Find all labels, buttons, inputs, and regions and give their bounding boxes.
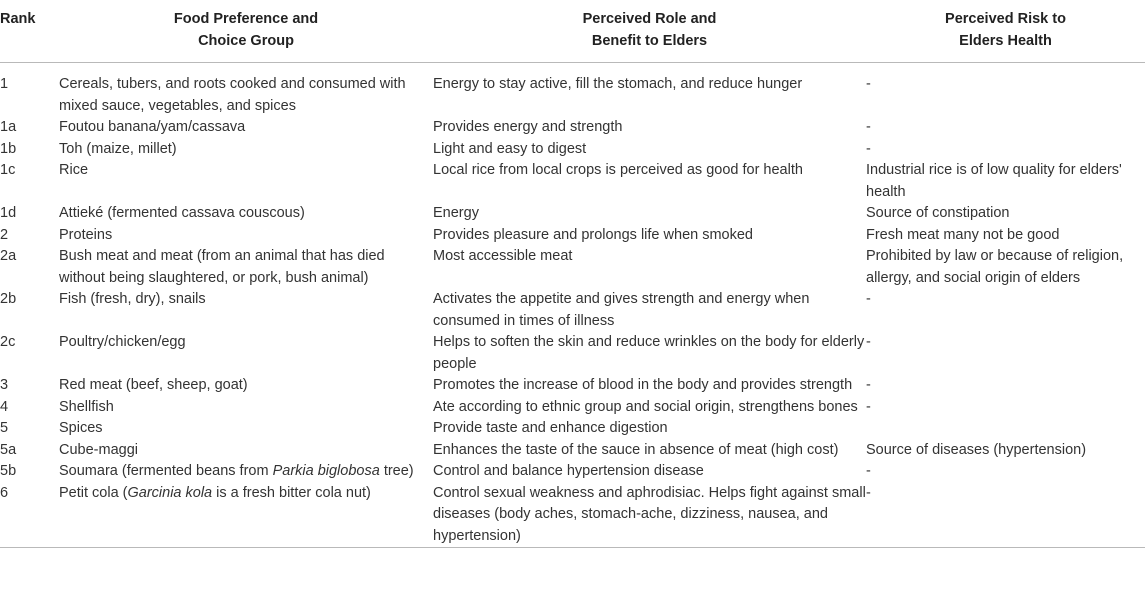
cell-role: Provide taste and enhance digestion: [433, 420, 668, 436]
table-row: [0, 63, 1145, 118]
cell-food: Toh (maize, millet): [59, 140, 177, 157]
cell-risk: -: [866, 484, 871, 501]
table-row: [0, 225, 1145, 247]
table-row: [0, 160, 1145, 203]
cell-rank: 2c: [0, 334, 16, 350]
cell-risk: -: [866, 119, 871, 135]
cell-food: Bush meat and meat (from an animal that has died without being slaughtered, or pork, bush animal): [59, 248, 385, 286]
cell-rank: 6: [0, 484, 9, 501]
table-row: [0, 139, 1145, 161]
cell-role: Ate according to ethnic group and social origin, strengthens bones: [433, 398, 858, 415]
food-text: tree): [379, 463, 414, 479]
cell-food: Rice: [59, 162, 89, 178]
cell-food: Cereals, tubers, and roots cooked and consumed with mixed sauce, vegetables, and spices: [59, 76, 406, 114]
table-row: [0, 418, 1145, 440]
cell-food: Red meat (beef, sheep, goat): [59, 377, 248, 393]
cell-rank: 3: [0, 377, 9, 393]
cell-rank: 4: [0, 398, 9, 415]
header-row: [0, 0, 1145, 63]
cell-risk: -: [866, 377, 871, 393]
cell-rank: 1: [0, 76, 9, 92]
species-name: Garcinia kola: [127, 484, 213, 501]
cell-rank: 1a: [0, 119, 17, 135]
table-row: [0, 332, 1145, 375]
cell-food: Foutou banana/yam/cassava: [59, 119, 246, 135]
cell-food: Attieké (fermented cassava couscous): [59, 205, 305, 221]
cell-rank: 1d: [0, 205, 17, 221]
cell-food: Proteins: [59, 226, 113, 243]
header-perceived-risk: Perceived Risk to Elders Health: [945, 11, 1066, 49]
table-row: [0, 246, 1145, 289]
cell-role: Local rice from local crops is perceived as good for health: [433, 162, 803, 178]
cell-rank: 2b: [0, 291, 17, 307]
cell-risk: -: [866, 463, 871, 479]
food-text: Petit cola (: [59, 484, 128, 501]
cell-role: Helps to soften the skin and reduce wrinkles on the body for elderly people: [433, 334, 865, 372]
cell-role: Activates the appetite and gives strength and energy when consumed in times of illness: [433, 291, 810, 329]
cell-role: Control sexual weakness and aphrodisiac. Helps fight against small diseases (body aches, stomach-ache, dizziness, nausea, and hypertension): [433, 484, 866, 544]
table-row: [0, 440, 1145, 462]
cell-role: Provides pleasure and prolongs life when smoked: [433, 226, 753, 243]
cell-rank: 1c: [0, 162, 16, 178]
table-row: [0, 203, 1145, 225]
cell-risk: Prohibited by law or because of religion, allergy, and social origin of elders: [866, 248, 1124, 286]
cell-food: Spices: [59, 420, 103, 436]
cell-rank: 2: [0, 226, 9, 243]
cell-rank: 5a: [0, 441, 17, 458]
cell-risk: -: [866, 291, 871, 307]
cell-risk: -: [866, 140, 871, 157]
table-row: [0, 461, 1145, 483]
cell-risk: -: [866, 334, 871, 350]
header-rank: Rank: [0, 11, 36, 27]
cell-risk: [866, 418, 1145, 440]
cell-food: Poultry/chicken/egg: [59, 334, 186, 350]
food-text: is a fresh bitter cola nut): [212, 484, 371, 501]
cell-role: Promotes the increase of blood in the body and provides strength: [433, 377, 853, 393]
cell-risk: Industrial rice is of low quality for elders' health: [866, 162, 1122, 200]
cell-food: [59, 461, 433, 483]
cell-role: Enhances the taste of the sauce in absence of meat (high cost): [433, 441, 839, 458]
cell-rank: 5b: [0, 463, 17, 479]
table-row: [0, 375, 1145, 397]
species-name: Parkia biglobosa: [272, 463, 380, 479]
table-row: [0, 483, 1145, 548]
food-text: Soumara (fermented beans from: [59, 463, 273, 479]
cell-risk: Fresh meat many not be good: [866, 226, 1060, 243]
cell-rank: 1b: [0, 140, 17, 157]
table-bottom-rule: [0, 548, 1145, 555]
cell-food: Cube-maggi: [59, 441, 138, 458]
table-row: [0, 289, 1145, 332]
table-row: [0, 397, 1145, 419]
cell-role: Energy: [433, 205, 479, 221]
cell-rank: 2a: [0, 248, 17, 264]
cell-food: Shellfish: [59, 398, 114, 415]
cell-role: Light and easy to digest: [433, 140, 587, 157]
cell-role: Energy to stay active, fill the stomach, and reduce hunger: [433, 76, 803, 92]
cell-rank: 5: [0, 420, 9, 436]
cell-risk: Source of diseases (hypertension): [866, 441, 1087, 458]
cell-risk: -: [866, 76, 871, 92]
cell-role: Most accessible meat: [433, 248, 573, 264]
cell-food: [59, 483, 433, 548]
cell-role: Provides energy and strength: [433, 119, 623, 135]
cell-role: Control and balance hypertension disease: [433, 463, 704, 479]
header-perceived-role: Perceived Role and Benefit to Elders: [582, 11, 717, 49]
cell-risk: -: [866, 398, 871, 415]
cell-food: Fish (fresh, dry), snails: [59, 291, 206, 307]
table-row: [0, 117, 1145, 139]
header-food-preference: Food Preference and Choice Group: [173, 11, 319, 49]
cell-risk: Source of constipation: [866, 205, 1010, 221]
